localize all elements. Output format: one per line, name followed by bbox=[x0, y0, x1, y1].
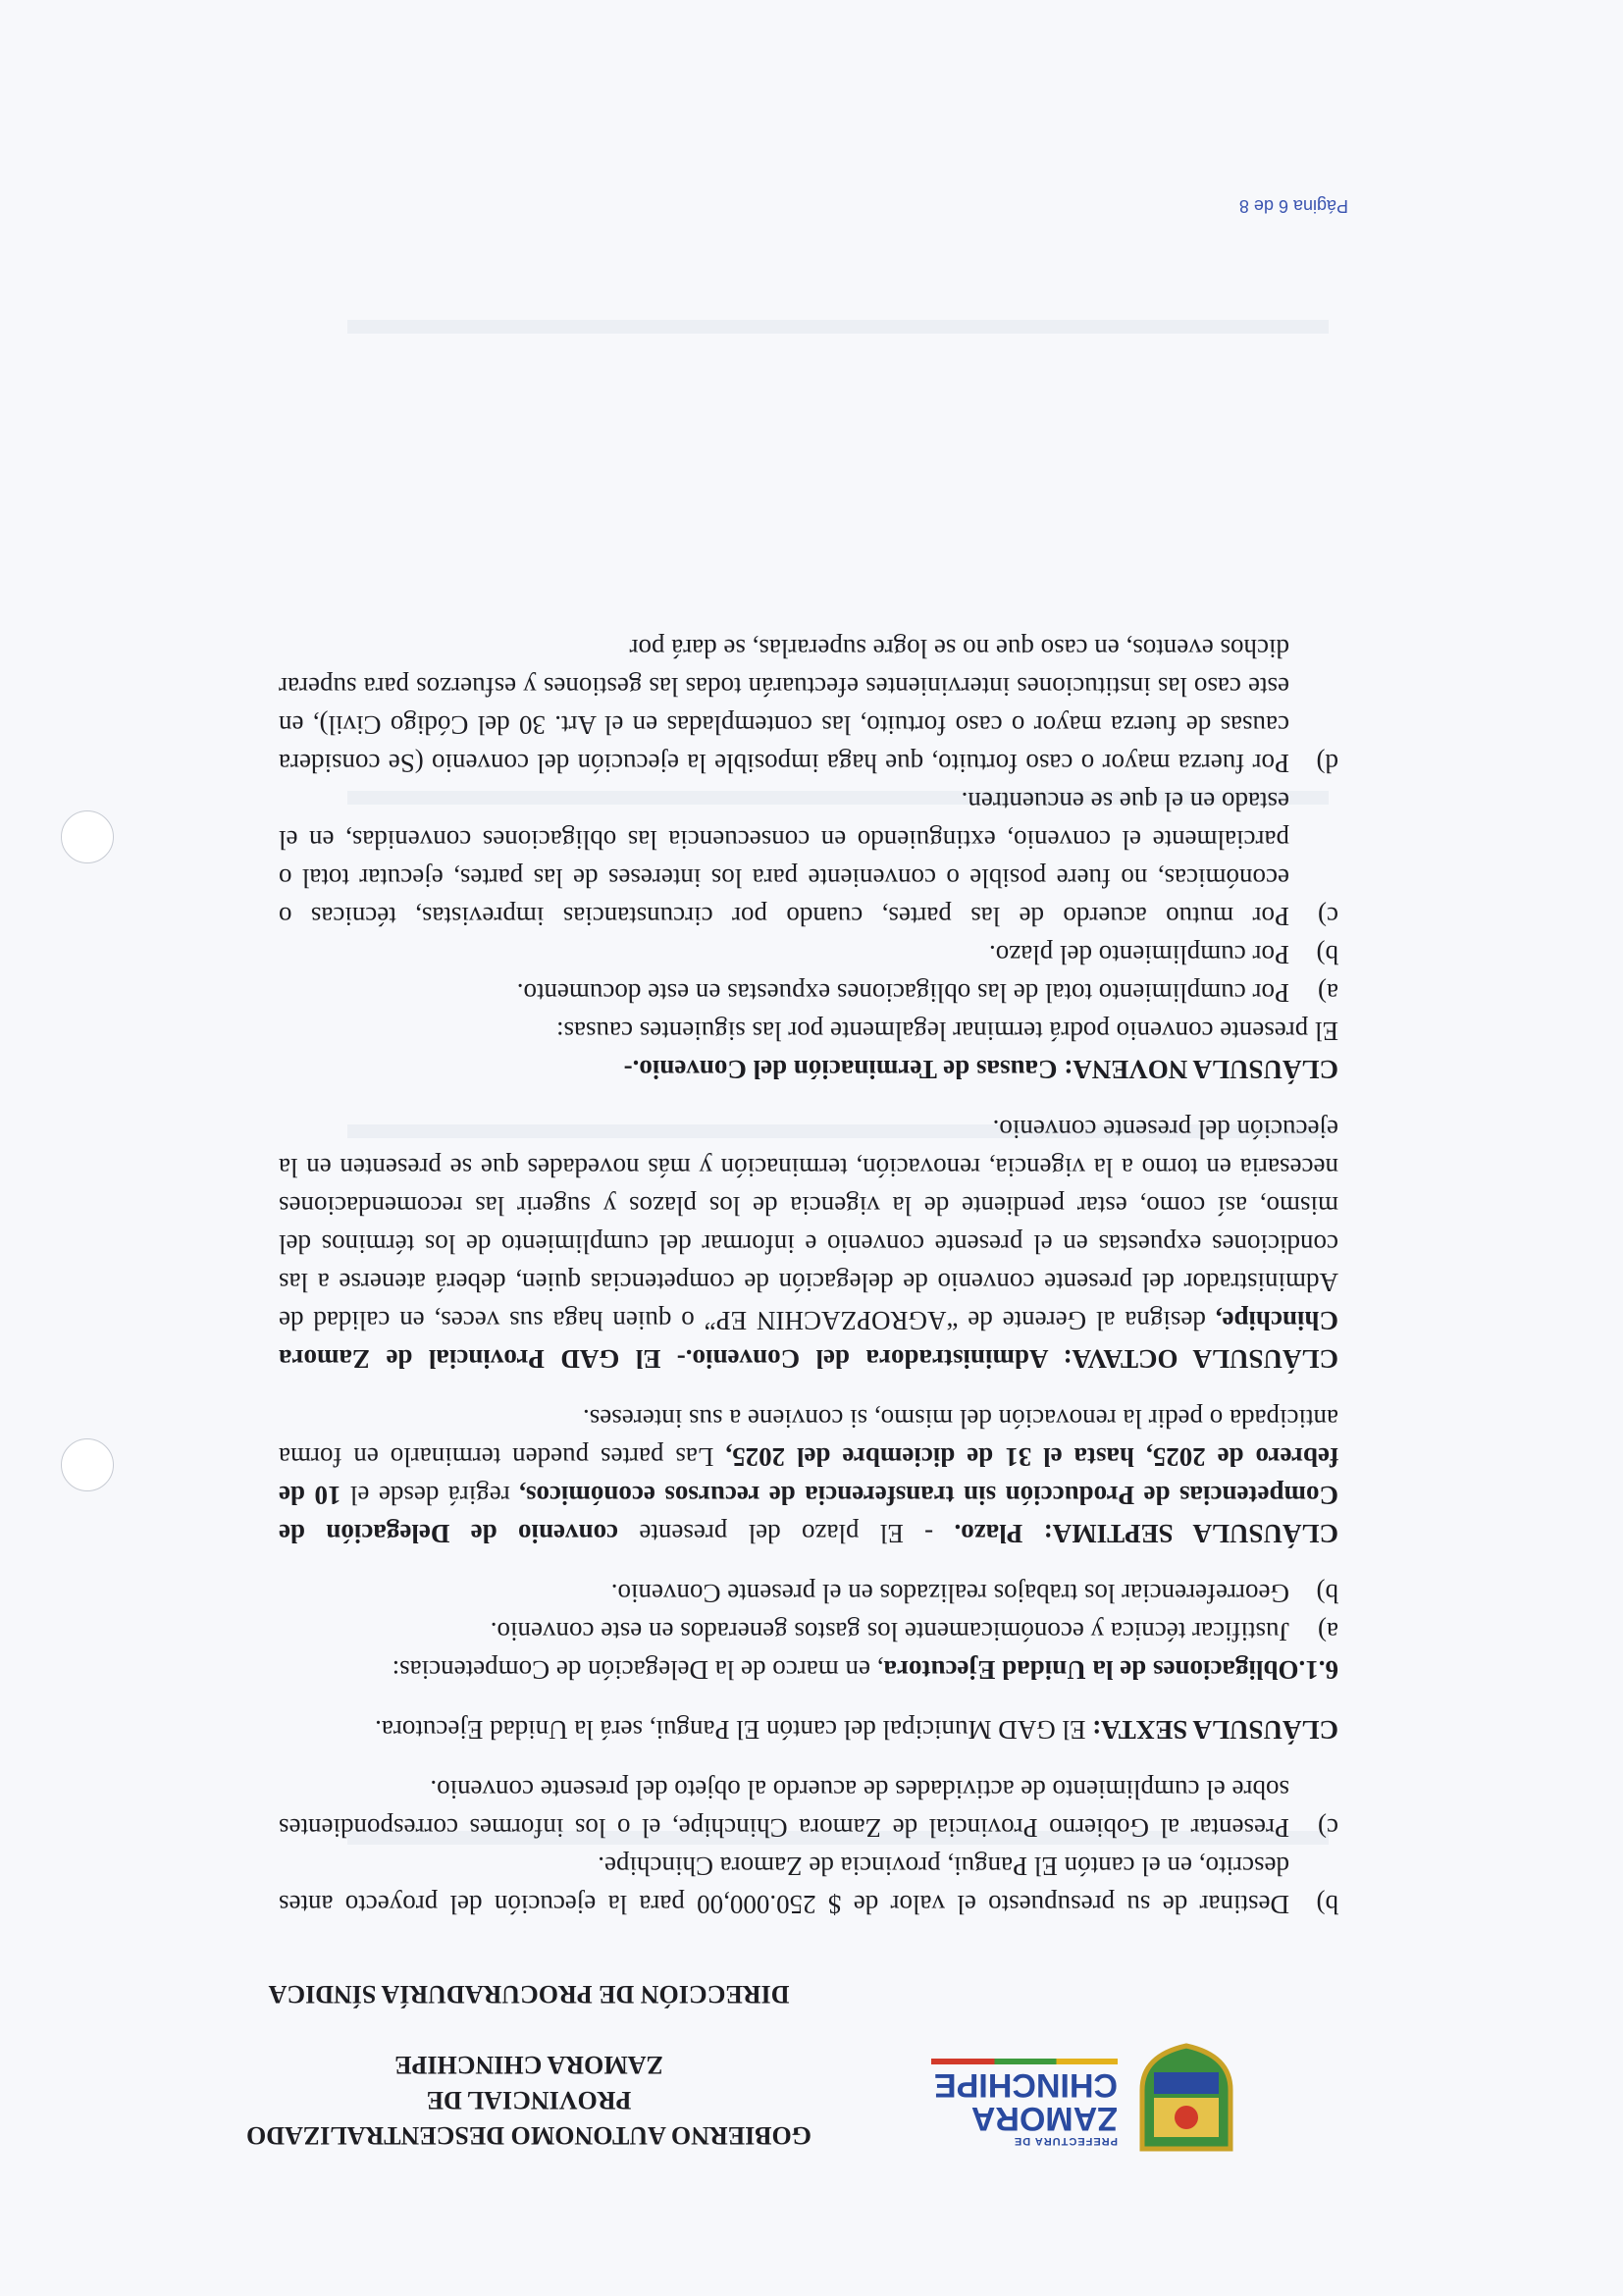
list-item bbox=[279, 1770, 1338, 1847]
item-text: Por cumplimiento total de las obligaciones expuestas en este documento. bbox=[516, 978, 1289, 1008]
institution-line1: GOBIERNO AUTONOMO DESCENTRALIZADO PROVINCIAL DE bbox=[246, 2086, 812, 2150]
coat-of-arms-icon bbox=[1132, 2041, 1240, 2159]
institution-heading bbox=[220, 1976, 838, 2153]
clause-sexta bbox=[279, 1710, 1338, 1748]
clause-novena-intro: El presente convenio podrá terminar legalmente por las siguientes causas: bbox=[556, 1017, 1338, 1046]
list-item bbox=[279, 1612, 1338, 1650]
section-text: , en marco de la Delegación de Competencias: bbox=[392, 1655, 884, 1685]
clause-text: designa al Gerente de “AGROPZACHIN EP” o quien haga sus veces, en calidad de Administrador del presente convenio de delegación de competencias quien, deberá atenerse a las condiciones expuestas en el presente convenio e informar del cumplimiento de los términos del mismo, así como, estar pendiente de la vigencia de los plazos y sugerir las recomendaciones necesaria en torno a la vigencia, renovación, terminación y más novedades que se presenten en la ejecución del presente convenio. bbox=[279, 1115, 1338, 1335]
item-label: b) bbox=[1316, 1579, 1338, 1608]
section-title: 6.1.Obligaciones de la Unidad Ejecutora bbox=[883, 1655, 1338, 1685]
list-item bbox=[279, 782, 1338, 935]
clause-title: CLÁUSULA SEPTIMA: Plazo. bbox=[954, 1519, 1338, 1548]
clause-bold: 10 de febrero de 2025, hasta el 31 de diciembre del 2025, bbox=[278, 1442, 1338, 1510]
item-label: b) bbox=[1316, 940, 1338, 969]
list-item bbox=[279, 629, 1338, 782]
list-item bbox=[279, 935, 1338, 973]
logo-color-bar bbox=[931, 2059, 1118, 2064]
clause-text: El GAD Municipal del cantón El Pangui, será la Unidad Ejecutora. bbox=[375, 1715, 1093, 1745]
prefectura-logo bbox=[921, 2059, 1118, 2147]
logo-line1: ZAMORA bbox=[970, 2100, 1118, 2137]
list-item bbox=[279, 1847, 1338, 1923]
logo-caption: PREFECTURA DE bbox=[1013, 2135, 1118, 2147]
clause-text: regirá desde el bbox=[340, 1481, 520, 1510]
item-text: Justificar técnica y económicamente los gastos generados en este convenio. bbox=[490, 1617, 1289, 1646]
clause-novena bbox=[279, 1050, 1338, 1088]
item-text: Por cumplimiento del plazo. bbox=[989, 940, 1289, 969]
document-body bbox=[279, 629, 1338, 1923]
item-label: a) bbox=[1318, 978, 1338, 1008]
letterhead bbox=[210, 1982, 1240, 2159]
section-6-1 bbox=[279, 1650, 1338, 1689]
clause-text: Las partes pueden terminarlo en forma anticipada o pedir la renovación del mismo, si conviene a sus intereses. bbox=[278, 1404, 1338, 1472]
item-text: Destinar de su presupuesto el valor de $ 250.000,00 para la ejecución del proyecto antes descrito, en el cantón El Pangui, provincia de Zamora Chinchipe. bbox=[279, 1852, 1289, 1919]
clause-text: - El plazo del presente bbox=[618, 1519, 955, 1548]
clause-title: CLÁUSULA NOVENA: Causas de Terminación del Convenio.- bbox=[623, 1055, 1338, 1084]
clause-octava bbox=[279, 1110, 1338, 1378]
item-text: Georreferenciar los trabajos realizados en el presente Convenio. bbox=[610, 1579, 1289, 1608]
item-label: c) bbox=[1318, 1813, 1338, 1843]
punch-hole bbox=[61, 810, 114, 863]
bleed-through-artifact bbox=[347, 281, 1329, 334]
list-item bbox=[279, 973, 1338, 1012]
logo-line2: CHINCHIPE bbox=[933, 2066, 1118, 2104]
clause-title: CLÁUSULA OCTAVA: Administradora del Convenio.- El GAD Provincial de Zamora Chinchipe, bbox=[279, 1306, 1338, 1374]
direction-title: DIRECCIÓN DE PROCURADURÍA SÍNDICA bbox=[268, 1980, 790, 2009]
item-label: b) bbox=[1316, 1890, 1338, 1919]
item-text: Presentar al Gobierno Provincial de Zamora Chinchipe, el o los informes correspondientes sobre el cumplimiento de actividades de acuerdo al objeto del presente convenio. bbox=[279, 1775, 1289, 1843]
clause-septima bbox=[279, 1399, 1338, 1552]
item-label: c) bbox=[1318, 902, 1338, 931]
punch-hole bbox=[61, 1438, 114, 1491]
clause-title: CLÁUSULA SEXTA: bbox=[1092, 1715, 1338, 1745]
institution-line2: ZAMORA CHINCHIPE bbox=[394, 2051, 663, 2079]
item-label: d) bbox=[1316, 749, 1338, 778]
page-number: Página 6 de 8 bbox=[1238, 196, 1348, 216]
list-item bbox=[279, 1574, 1338, 1612]
clause-bold: convenio de Delegación de Competencias de Producción sin transferencia de recursos económicos, bbox=[279, 1481, 1338, 1548]
item-label: a) bbox=[1318, 1617, 1338, 1646]
item-text: Por fuerza mayor o caso fortuito, que haga imposible la ejecución del convenio (Se considera causas de fuerza mayor o caso fortuito, las contempladas en el Art. 30 del Código Civil), en este caso las instituciones intervinientes efectuarán todas las gestiones y esfuerzos para superar dichos eventos, en caso que no se logre superarlas, se dará por bbox=[279, 634, 1289, 778]
item-text: Por mutuo acuerdo de las partes, cuando por circunstancias imprevistas, técnicas o económicas, no fuere posible o conveniente para los intereses de las partes, ejecutar total o parcialmente el convenio, extinguiendo en consecuencia las obligaciones convenidas, en el estado en el que se encuentren. bbox=[279, 787, 1289, 931]
